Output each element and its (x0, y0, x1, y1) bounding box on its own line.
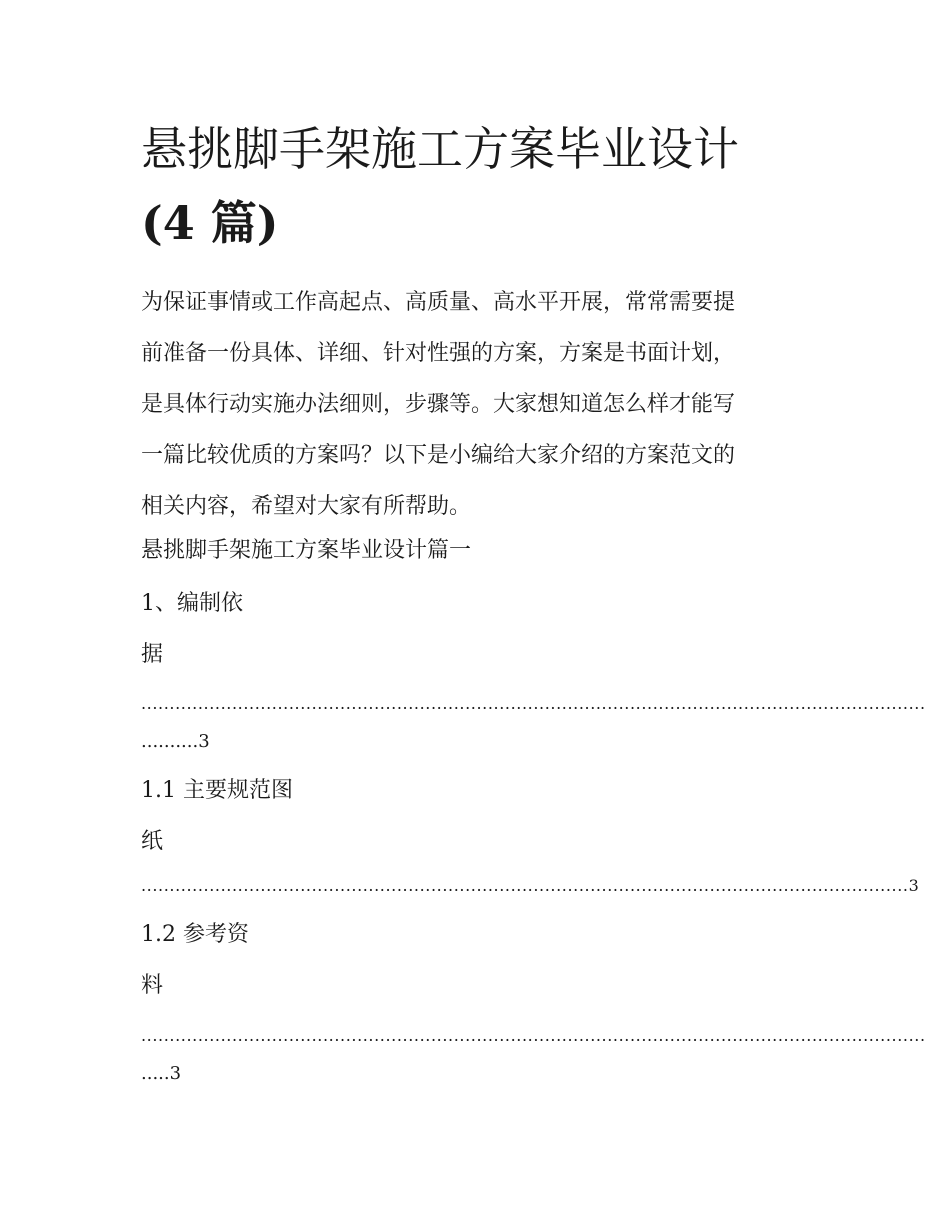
intro-line: 为保证事情或工作高起点、高质量、高水平开展，常常需要提 (141, 290, 736, 315)
toc-entry-label-cont: 料 (141, 973, 164, 998)
intro-paragraph (141, 277, 811, 532)
toc-entry-label: 1.2 参考资 (141, 922, 249, 947)
intro-line: 是具体行动实施办法细则，步骤等。大家想知道怎么样才能写 (141, 392, 736, 417)
intro-line: 相关内容，希望对大家有所帮助。 (141, 494, 472, 519)
toc-entry-label: 1.1 主要规范图 (141, 778, 293, 803)
toc-page-number: ..........3 (141, 731, 210, 752)
toc-entry-label: 1、编制依 (141, 591, 243, 616)
toc-leader-dots: .......................................................................................................................................3 (141, 876, 920, 895)
toc-page-number: .....3 (141, 1063, 182, 1084)
title-line-1: 悬挑脚手架施工方案毕业设计 (141, 122, 739, 176)
toc-leader-dots: .......................................................................................................................................... (141, 694, 926, 713)
title-line-2: (4 篇) (141, 196, 279, 250)
intro-line: 前准备一份具体、详细、针对性强的方案，方案是书面计划， (141, 341, 736, 366)
toc-entry-label-cont: 据 (141, 642, 164, 667)
document-title (141, 112, 811, 260)
intro-line: 一篇比较优质的方案吗？以下是小编给大家介绍的方案范文的 (141, 443, 736, 468)
toc-entry-label-cont: 纸 (141, 829, 164, 854)
toc-leader-dots: .......................................................................................................................................... (141, 1026, 926, 1045)
section-heading: 悬挑脚手架施工方案毕业设计篇一 (141, 538, 472, 563)
